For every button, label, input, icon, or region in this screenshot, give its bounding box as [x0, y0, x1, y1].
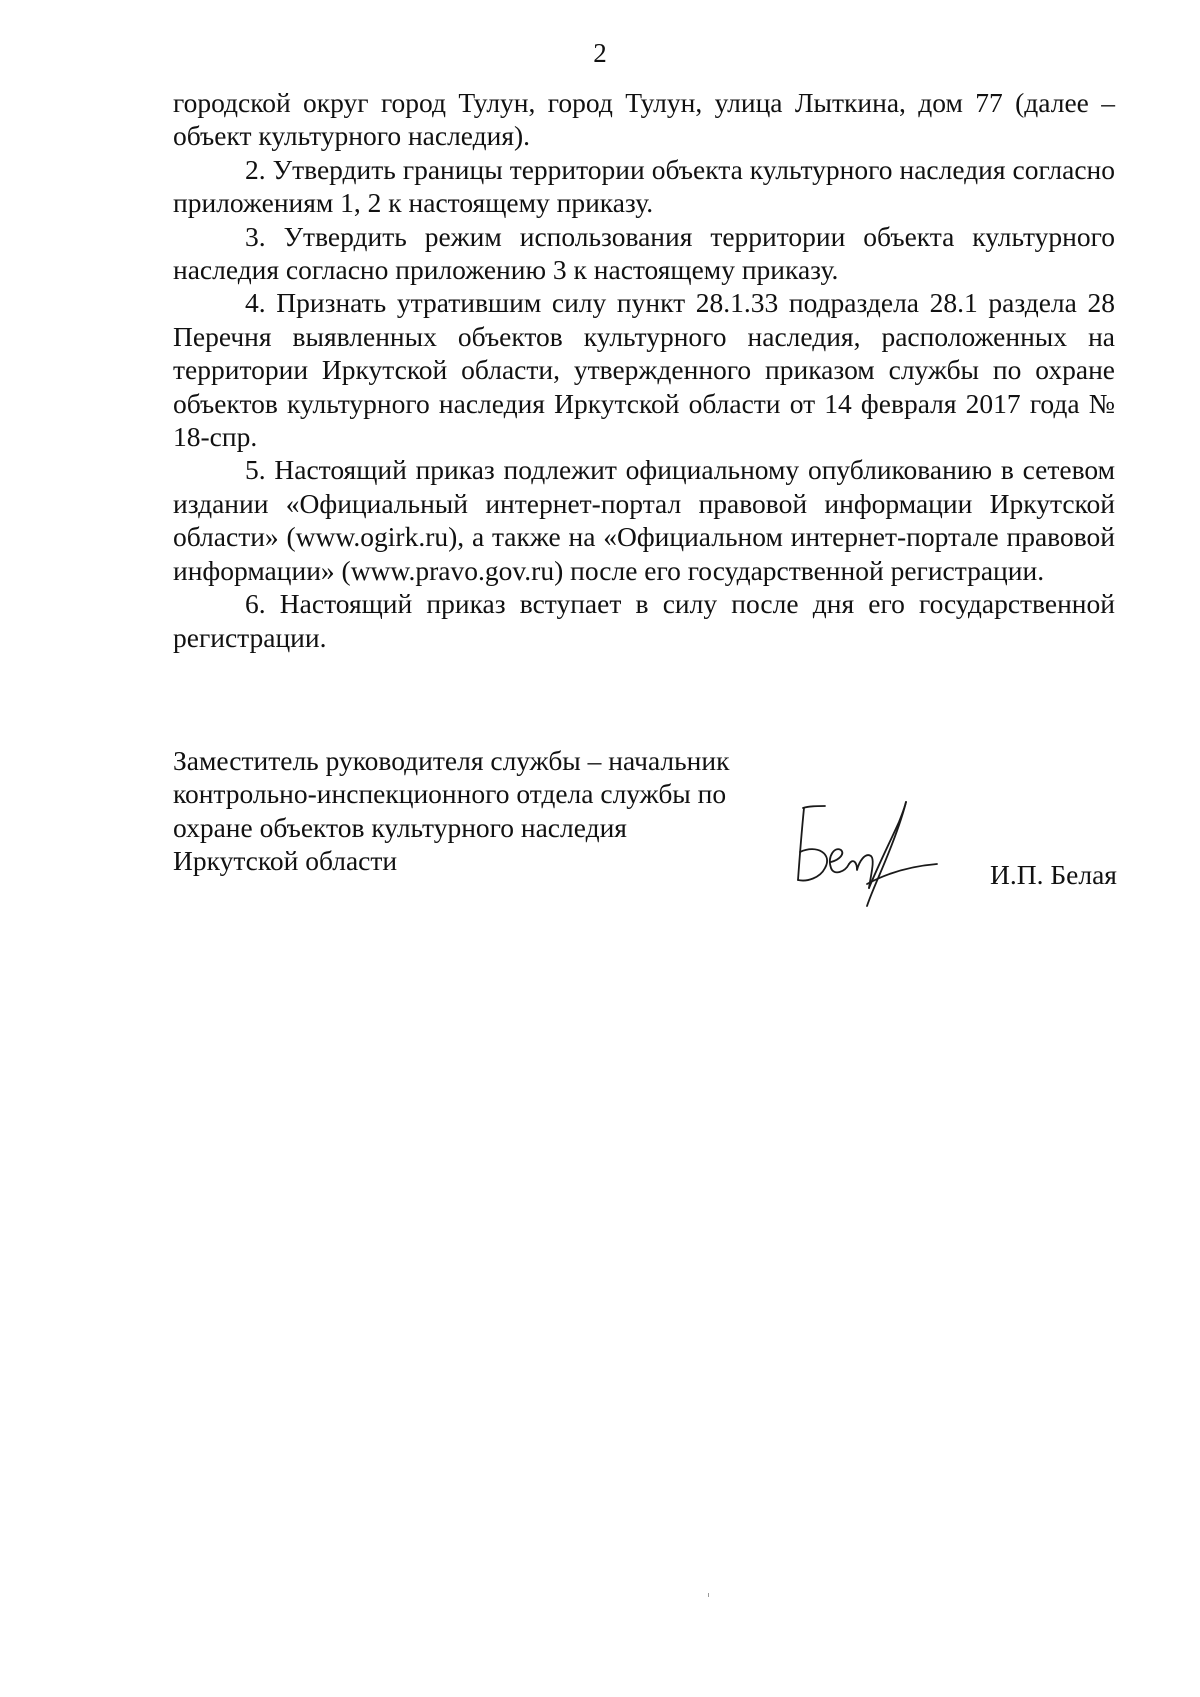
handwritten-signature: [795, 792, 945, 912]
paragraph-item-2: 2. Утвердить границы территории объекта культурного наследия согласно приложениям 1, 2 к настоящему приказу.: [173, 153, 1115, 219]
paragraph-item-5: 5. Настоящий приказ подлежит официальному опубликованию в сетевом издании «Официальный интернет-портал правовой информации Иркутской области» (www.ogirk.ru), а также на «Официальном интернет-портале правовой информации» (www.pravo.gov.ru) после его государственной регистрации.: [173, 454, 1115, 586]
paragraph-address-continuation: городской округ город Тулун, город Тулун, улица Лыткина, дом 77 (далее – объект культурного наследия).: [173, 87, 1115, 152]
position-line: Заместитель руководителя службы – начальник: [173, 745, 730, 776]
position-line: охране объектов культурного наследия: [173, 811, 627, 843]
scan-speck: [708, 1593, 709, 1597]
page-number: 2: [593, 38, 607, 68]
paragraph-item-3: 3. Утвердить режим использования территории объекта культурного наследия согласно приложению 3 к настоящему приказу.: [173, 220, 1115, 286]
signer-name: И.П. Белая: [990, 859, 1117, 890]
paragraph-item-4: 4. Признать утратившим силу пункт 28.1.33 подраздела 28.1 раздела 28 Перечня выявленных объектов культурного наследия, расположенных на территории Иркутской области, утвержденного приказом службы по охране объектов культурного наследия Иркутской области от 14 февраля 2017 года № 18-спр.: [173, 287, 1115, 453]
position-line: контрольно-инспекционного отдела службы по: [173, 778, 727, 810]
position-line: Иркутской области: [173, 845, 398, 877]
document-body: [173, 86, 1115, 654]
paragraph-item-6: 6. Настоящий приказ вступает в силу после дня его государственной регистрации.: [173, 588, 1115, 653]
signatory-position: [173, 744, 773, 878]
